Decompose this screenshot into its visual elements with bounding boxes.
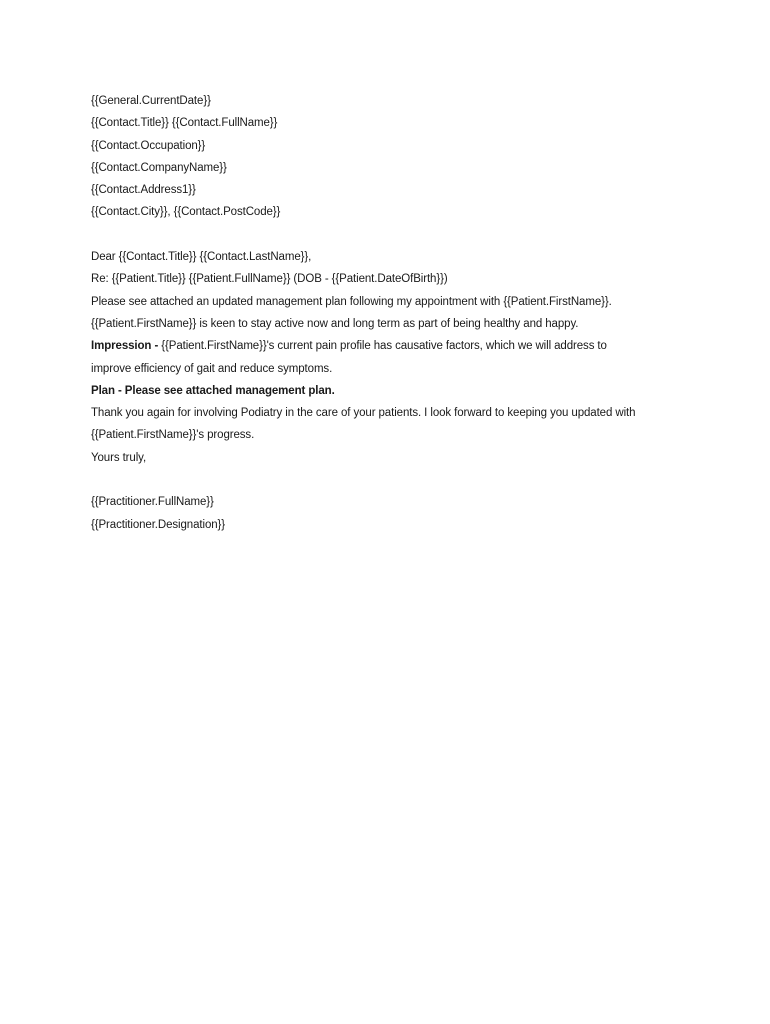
spacer: [91, 224, 691, 246]
impression-paragraph: [91, 335, 691, 357]
goal-paragraph: {{Patient.FirstName}} is keen to stay active now and long term as part of being healthy and happy.: [91, 317, 579, 330]
spacer: [91, 469, 691, 491]
signature-name: {{Practitioner.FullName}}: [91, 496, 214, 509]
city-postcode-line: {{Contact.City}}, {{Contact.PostCode}}: [91, 206, 281, 219]
plan-heading: Plan - Please see attached management plan.: [91, 384, 335, 397]
occupation-line: {{Contact.Occupation}}: [91, 139, 206, 152]
thanks-paragraph: Thank you again for involving Podiatry in the care of your patients. I look forward to keeping you updated with: [91, 407, 636, 420]
date-line: {{General.CurrentDate}}: [91, 95, 211, 107]
address-line: {{Contact.Address1}}: [91, 184, 196, 197]
company-line: {{Contact.CompanyName}}: [91, 161, 227, 174]
signature-designation: {{Practitioner.Designation}}: [91, 518, 226, 531]
letter-page: [91, 90, 691, 536]
thanks-paragraph-continued: {{Patient.FirstName}}'s progress.: [91, 429, 255, 442]
re-line: Re: {{Patient.Title}} {{Patient.FullName}} (DOB - {{Patient.DateOfBirth}}): [91, 273, 448, 286]
impression-label: Impression -: [91, 340, 162, 353]
recipient-name-line: {{Contact.Title}} {{Contact.FullName}}: [91, 117, 278, 130]
closing: Yours truly,: [91, 451, 147, 464]
salutation: Dear {{Contact.Title}} {{Contact.LastName}},: [91, 251, 312, 264]
impression-text: {{Patient.FirstName}}'s current pain profile has causative factors, which we will address to: [161, 340, 607, 353]
impression-paragraph-continued: improve efficiency of gait and reduce symptoms.: [91, 362, 333, 375]
intro-paragraph: Please see attached an updated management plan following my appointment with {{Patient.FirstName}}.: [91, 295, 612, 308]
